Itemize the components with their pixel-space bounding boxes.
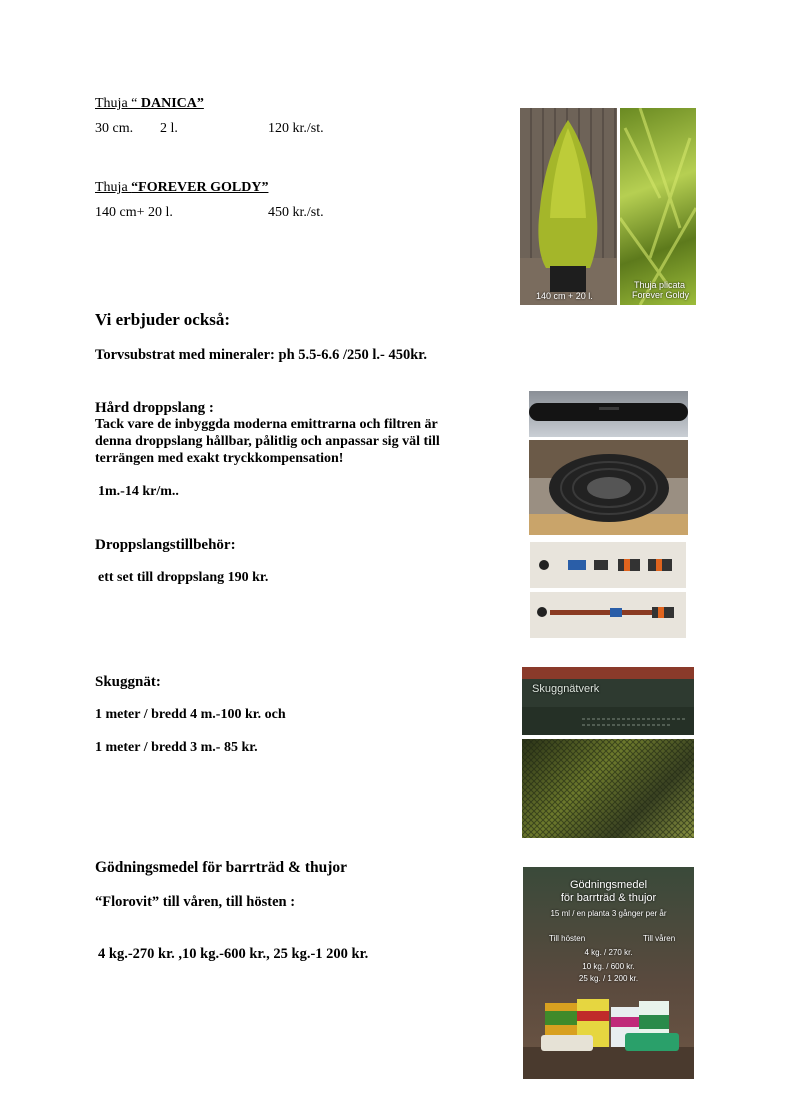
poster-price-1: 4 kg. / 270 kr. xyxy=(584,948,633,957)
thuja-closeup-image xyxy=(620,108,696,305)
poster-dose: 15 ml / en planta 3 gånger per år xyxy=(550,909,667,918)
shade-line-2: 1 meter / bredd 3 m.- 85 kr. xyxy=(95,740,258,755)
fertilizer-prices: 4 kg.-270 kr. ,10 kg.-600 kr., 25 kg.-1 200 kr. xyxy=(98,946,369,962)
thuja-tree-photo xyxy=(520,108,617,305)
goldy-price: 450 kr./st. xyxy=(268,205,324,220)
thuja-closeup-caption-1: Thuja plicata xyxy=(634,280,686,290)
thuja-tree-caption: 140 cm + 20 l. xyxy=(536,291,593,301)
hose-desc-1: Tack vare de inbyggda moderna emittrarna och filtren är xyxy=(95,417,438,432)
poster-products-image xyxy=(523,867,694,1079)
poster-spring: Till våren xyxy=(643,934,676,943)
hose-closeup-image xyxy=(529,391,688,437)
goldy-size-volume: 140 cm+ 20 l. xyxy=(95,205,173,220)
goldy-title-name: “FOREVER GOLDY” xyxy=(131,180,269,195)
danica-volume: 2 l. xyxy=(160,121,178,136)
shade-net-banner-image xyxy=(522,667,694,735)
fertilizer-line: “Florovit” till våren, till hösten : xyxy=(95,894,296,910)
fertilizer-poster xyxy=(523,867,694,1079)
torv-line: Torvsubstrat med mineraler: ph 5.5-6.6 /250 l.- 450kr. xyxy=(95,347,428,363)
poster-title-2: för barrträd & thujor xyxy=(560,892,657,904)
hose-title: Hård droppslang : xyxy=(95,400,214,416)
thuja-closeup-photo xyxy=(620,108,696,305)
shade-title: Skuggnät: xyxy=(95,674,161,690)
hose-roll-photo xyxy=(529,440,688,535)
hose-closeup-photo xyxy=(529,391,688,437)
danica-size: 30 cm. xyxy=(95,121,134,136)
hose-price: 1m.-14 kr/m.. xyxy=(98,484,179,499)
thuja-tree-image xyxy=(520,108,617,305)
hose-desc-2: denna droppslang hållbar, pålitlig och anpassar sig väl till xyxy=(95,434,440,449)
poster-price-3: 25 kg. / 1 200 kr. xyxy=(578,974,639,983)
shade-line-1: 1 meter / bredd 4 m.-100 kr. och xyxy=(95,707,286,722)
goldy-title-prefix: Thuja xyxy=(95,180,132,195)
shade-net-banner-title: Skuggnätverk xyxy=(532,683,600,695)
accessories-assembled-image xyxy=(530,592,686,638)
accessories-parts-image xyxy=(530,542,686,588)
also-offer-heading: Vi erbjuder också: xyxy=(95,310,231,329)
accessories-assembled-photo xyxy=(530,592,686,638)
poster-autumn: Till hösten xyxy=(549,934,586,943)
accessories-title: Droppslangstillbehör: xyxy=(95,537,236,553)
thuja-closeup-caption-2: Forever Goldy xyxy=(632,290,690,300)
accessories-parts-photo xyxy=(530,542,686,588)
hose-roll-image xyxy=(529,440,688,535)
shade-net-closeup-photo xyxy=(522,739,694,838)
danica-title xyxy=(95,96,204,112)
shade-net-banner-photo xyxy=(522,667,694,735)
fertilizer-title: Gödningsmedel för barrträd & thujor xyxy=(95,859,348,876)
hose-desc-3: terrängen med exakt tryckkompensation! xyxy=(95,451,344,466)
danica-title-prefix: Thuja “ xyxy=(95,96,141,111)
accessories-price: ett set till droppslang 190 kr. xyxy=(98,570,269,585)
goldy-title xyxy=(95,180,268,196)
poster-price-2: 10 kg. / 600 kr. xyxy=(582,962,635,971)
poster-title-1: Gödningsmedel xyxy=(569,879,648,891)
danica-price: 120 kr./st. xyxy=(268,121,324,136)
danica-title-name: DANICA” xyxy=(140,96,204,111)
shade-net-closeup-image xyxy=(522,739,694,838)
